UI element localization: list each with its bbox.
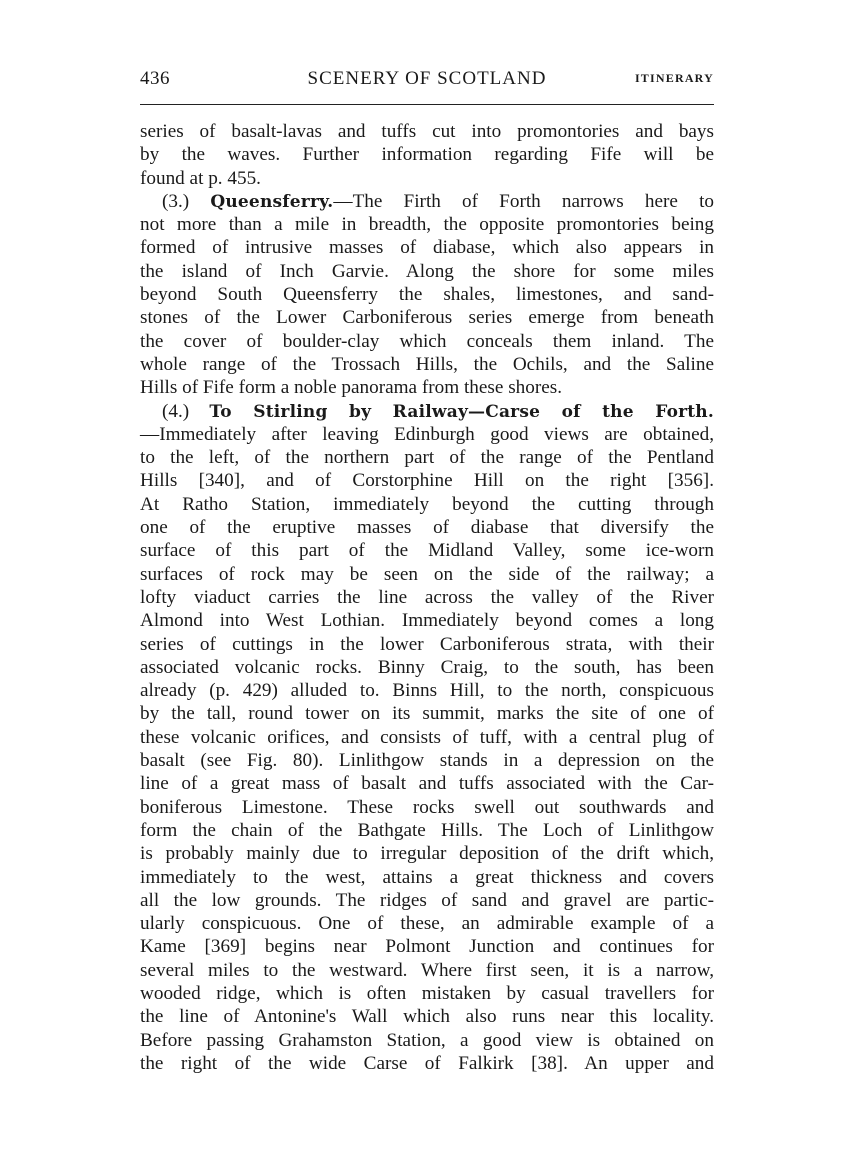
text-line [140, 330, 714, 353]
text-line [140, 796, 714, 819]
text-line [140, 772, 714, 795]
text-line [140, 120, 714, 143]
text-line [140, 819, 714, 842]
line-text: immediately to the west, attains a great thickness and covers [140, 866, 714, 888]
line-text: form the chain of the Bathgate Hills. The Loch of Linlithgow [140, 819, 714, 841]
body-text [140, 120, 714, 1075]
line-text: the island of Inch Garvie. Along the shore for some miles [140, 260, 714, 282]
page-number: 436 [140, 68, 170, 89]
text-line [140, 469, 714, 492]
text-line [140, 679, 714, 702]
text-line [140, 539, 714, 562]
line-text: associated volcanic rocks. Binny Craig, to the south, has been [140, 656, 714, 678]
text-line [140, 260, 714, 283]
line-text: stones of the Lower Carboniferous series emerge from beneath [140, 307, 714, 329]
text-line [140, 982, 714, 1005]
line-text: several miles to the westward. Where first seen, it is a narrow, [140, 959, 714, 981]
line-text: line of a great mass of basalt and tuffs associated with the Car- [140, 773, 714, 795]
text-line [140, 213, 714, 236]
text-line [140, 283, 714, 306]
line-text: whole range of the Trossach Hills, the Ochils, and the Saline [140, 353, 714, 375]
line-text: one of the eruptive masses of diabase that diversify the [140, 517, 714, 539]
line-text: Before passing Grahamston Station, a good view is obtained on [140, 1029, 714, 1051]
line-text: Almond into West Lothian. Immediately beyond comes a long [140, 610, 714, 632]
text-line [140, 563, 714, 586]
line-text: Hills of Fife form a noble panorama from these shores. [140, 377, 563, 399]
text-line [140, 609, 714, 632]
line-text: Kame [369] begins near Polmont Junction and continues for [140, 936, 714, 958]
text-line [140, 446, 714, 469]
line-text: the cover of boulder-clay which conceals them inland. The [140, 330, 714, 352]
text-line [140, 1029, 714, 1052]
line-text: lofty viaduct carries the line across the valley of the River [140, 586, 714, 608]
text-line [140, 912, 714, 935]
text-line [140, 702, 714, 725]
text-line [140, 493, 714, 516]
line-text: surfaces of rock may be seen on the side of the railway; a [140, 563, 714, 585]
line-text: Hills [340], and of Corstorphine Hill on the right [356]. [140, 470, 714, 492]
line-text: series of cuttings in the lower Carboniferous strata, with their [140, 633, 714, 655]
book-page [140, 62, 714, 1074]
line-text: already (p. 429) alluded to. Binns Hill, to the north, conspicuous [140, 680, 714, 702]
text-line [140, 516, 714, 539]
section-heading: To Stirling by Railway—Carse of the Forth. [209, 401, 714, 422]
section-heading: Queensferry. [210, 191, 334, 212]
line-text: —Immediately after leaving Edinburgh good views are obtained, [140, 423, 714, 445]
line-text: wooded ridge, which is often mistaken by casual travellers for [140, 982, 714, 1004]
text-line [140, 423, 714, 446]
text-line [140, 1052, 714, 1075]
line-text: is probably mainly due to irregular deposition of the drift which, [140, 843, 714, 865]
text-line [140, 1005, 714, 1028]
line-text: the line of Antonine's Wall which also runs near this locality. [140, 1006, 714, 1028]
line-text: these volcanic orifices, and consists of tuff, with a central plug of [140, 726, 714, 748]
line-text: boniferous Limestone. These rocks swell out southwards and [140, 796, 714, 818]
text-line [140, 726, 714, 749]
text-line [140, 749, 714, 772]
text-line [140, 236, 714, 259]
line-text: the right of the wide Carse of Falkirk [38]. An upper and [140, 1052, 714, 1074]
line-text: to the left, of the northern part of the range of the Pentland [140, 447, 714, 469]
line-text: formed of intrusive masses of diabase, which also appears in [140, 237, 714, 259]
section-number: (4.) [162, 400, 210, 422]
text-line [140, 143, 714, 166]
running-title: SCENERY OF SCOTLAND [307, 68, 547, 89]
line-text: by the waves. Further information regarding Fife will be [140, 144, 714, 166]
section-heading-line [140, 400, 714, 423]
text-line [140, 586, 714, 609]
line-text: —The Firth of Forth narrows here to [333, 190, 714, 212]
text-line [140, 866, 714, 889]
section-label: ITINERARY [634, 71, 714, 85]
line-text: beyond South Queensferry the shales, limestones, and sand- [140, 284, 714, 306]
line-text: surface of this part of the Midland Valley, some ice-worn [140, 540, 714, 562]
section-heading-line [140, 190, 714, 213]
line-text: At Ratho Station, immediately beyond the cutting through [140, 493, 714, 515]
line-text: series of basalt-lavas and tuffs cut into promontories and bays [140, 121, 714, 142]
text-line [140, 935, 714, 958]
text-line [140, 353, 714, 376]
line-text: basalt (see Fig. 80). Linlithgow stands in a depression on the [140, 750, 714, 772]
text-line [140, 889, 714, 912]
text-line [140, 306, 714, 329]
text-line [140, 167, 714, 190]
header-rule [140, 104, 714, 105]
running-header [140, 62, 714, 92]
text-line [140, 959, 714, 982]
line-text: found at p. 455. [140, 167, 261, 189]
text-line [140, 633, 714, 656]
section-number: (3.) [162, 190, 211, 212]
text-line [140, 376, 714, 399]
text-line [140, 842, 714, 865]
line-text: ularly conspicuous. One of these, an admirable example of a [140, 913, 714, 935]
line-text: all the low grounds. The ridges of sand and gravel are partic- [140, 889, 714, 911]
text-line [140, 656, 714, 679]
line-text: not more than a mile in breadth, the opposite promontories being [140, 214, 714, 236]
line-text: by the tall, round tower on its summit, marks the site of one of [140, 703, 714, 725]
